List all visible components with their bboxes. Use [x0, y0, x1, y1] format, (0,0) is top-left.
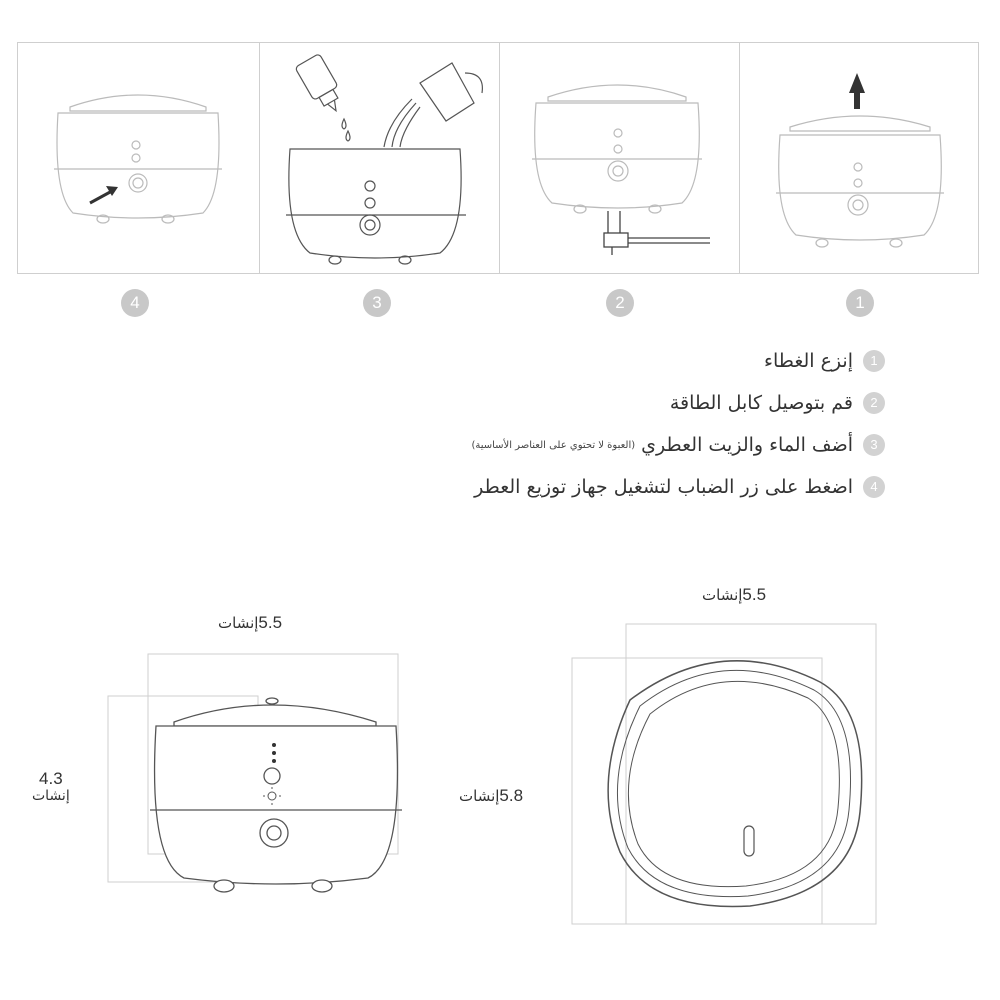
step-3-illustration [260, 43, 499, 273]
instruction-4 [474, 476, 885, 498]
side-width-label: 5.5إنشات [218, 613, 283, 632]
step-2-illustration [500, 43, 739, 273]
side-height-label: 4.3 إنشات [32, 769, 70, 804]
side-view-diagram [100, 650, 410, 904]
instruction-number: 4 [863, 476, 885, 498]
instruction-text: أضف الماء والزيت العطري [641, 434, 853, 456]
instruction-3 [471, 434, 885, 456]
instruction-text: إنزع الغطاء [764, 350, 853, 372]
top-width-label: 5.5إنشات [702, 585, 767, 604]
steps-illustration-strip [17, 42, 979, 274]
instruction-number: 1 [863, 350, 885, 372]
instruction-text: قم بتوصيل كابل الطاقة [669, 392, 853, 414]
step-badge-1: 1 [846, 289, 874, 317]
power-cable-icon [604, 211, 710, 255]
arrow-up-icon [849, 73, 865, 109]
top-depth-label: 5.8إنشات [459, 786, 524, 805]
step-badge-2: 2 [606, 289, 634, 317]
instruction-note: (العبوة لا تحتوي على العناصر الأساسية) [471, 439, 636, 451]
step-4-illustration [18, 43, 259, 273]
instruction-2 [670, 392, 885, 414]
step-badge-3: 3 [363, 289, 391, 317]
step-badge-4: 4 [121, 289, 149, 317]
step-1-illustration [740, 43, 978, 273]
arrow-pointer-icon [90, 186, 118, 203]
instruction-text: اضغط على زر الضباب لتشغيل جهاز توزيع العطر [474, 476, 853, 498]
instruction-1 [764, 350, 885, 372]
top-view-diagram [570, 622, 880, 931]
instruction-number: 3 [863, 434, 885, 456]
instruction-number: 2 [863, 392, 885, 414]
